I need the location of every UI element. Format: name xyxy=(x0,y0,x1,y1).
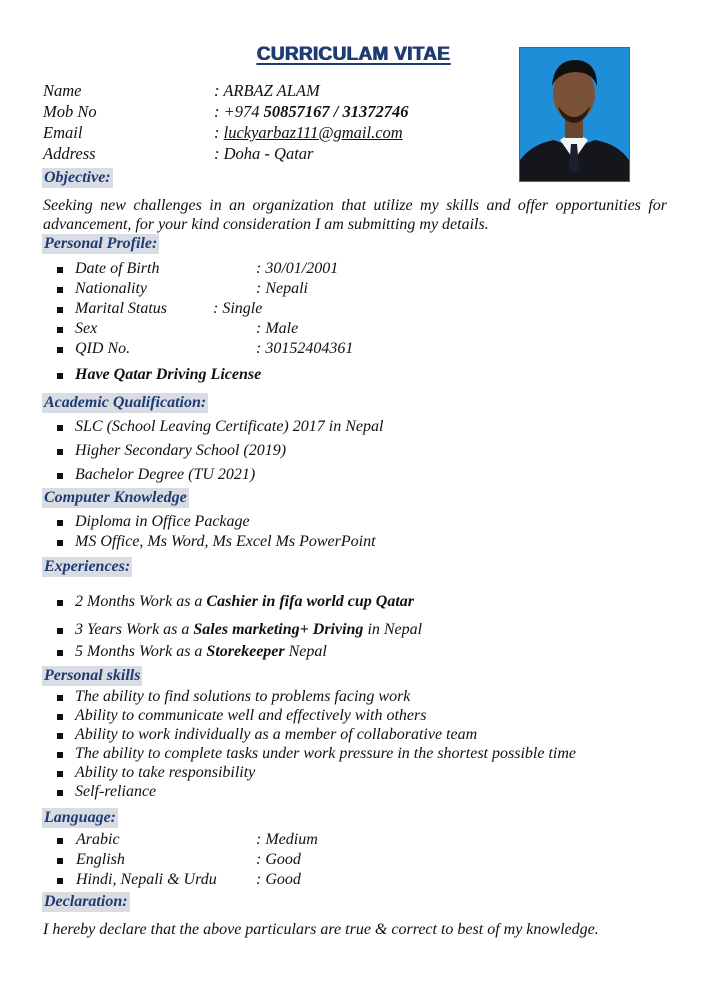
cv-title: CURRICULAM VITAE xyxy=(256,44,451,65)
declaration-text: I hereby declare that the above particulars are true & correct to best of my knowledge. xyxy=(43,921,599,938)
personal-skills-heading: Personal skills xyxy=(44,667,141,684)
objective-text: Seeking new challenges in an organization that utilize my skills and offer opportunities for advancement, for your kind consideration I am submitting my details. xyxy=(43,197,667,233)
driving-license-text: Have Qatar Driving License xyxy=(75,366,262,383)
profile-photo xyxy=(519,47,630,182)
mobile-prefix: : +974 xyxy=(214,102,264,121)
academic-heading: Academic Qualification: xyxy=(44,394,207,411)
experiences-heading: Experiences: xyxy=(44,558,131,575)
mobile-label: Mob No xyxy=(43,102,97,121)
address-value: : Doha - Qatar xyxy=(214,144,314,163)
address-label: Address xyxy=(43,144,96,163)
language-heading: Language: xyxy=(44,809,116,826)
name-label: Name xyxy=(43,81,82,100)
computer-knowledge-heading: Computer Knowledge xyxy=(44,489,187,506)
email-prefix: : xyxy=(214,123,224,142)
personal-profile-heading: Personal Profile: xyxy=(44,235,158,252)
mobile-value: 50857167 / 31372746 xyxy=(263,102,409,121)
objective-heading: Objective: xyxy=(44,169,111,186)
name-value: : ARBAZ ALAM xyxy=(214,81,320,100)
declaration-heading: Declaration: xyxy=(44,893,128,910)
email-label: Email xyxy=(43,123,83,142)
email-link[interactable]: luckyarbaz111@gmail.com xyxy=(223,123,403,142)
